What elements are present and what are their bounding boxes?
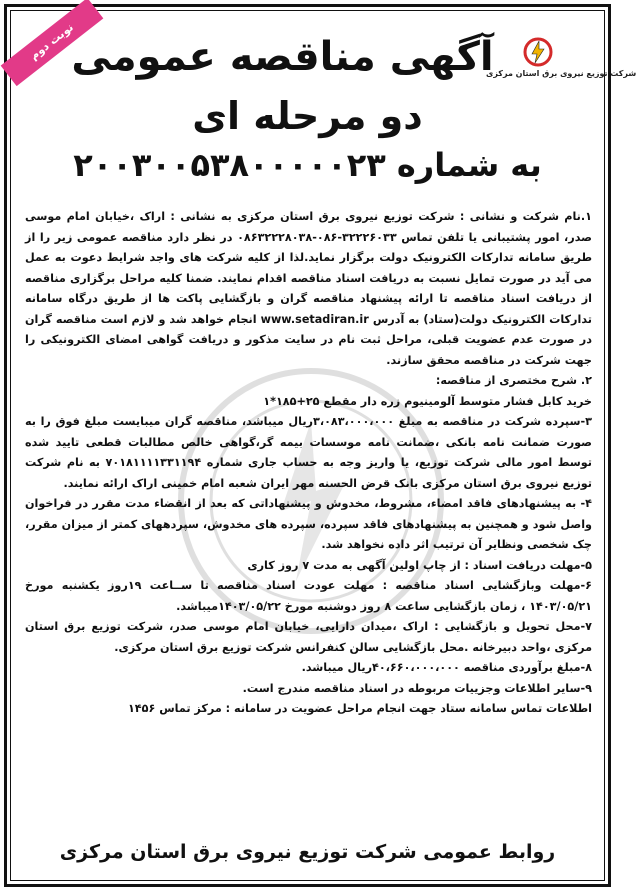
badge-second-publication: نوبت دوم	[1, 0, 104, 86]
company-logo	[486, 37, 636, 97]
section-text: ۴۰،۶۶۰،۰۰۰،۰۰۰ریال میباشد.	[301, 661, 464, 674]
section-3	[25, 412, 592, 494]
section-text: اطلاعات تماس سامانه ستاد جهت انجام مراحل عضویت در سامانه : مرکز تماس ۱۴۵۶	[127, 702, 592, 715]
section-lead: ۴-	[580, 497, 592, 510]
ad-frame	[4, 4, 636, 887]
section-text: خرید کابل فشار متوسط آلومینیوم زره دار مقطع ۲۵+۱۸۵*۱	[263, 394, 592, 408]
section-lead: ۷-محل تحویل و بازگشایی :	[434, 620, 592, 633]
section-text: به مبلغ ۳،۰۸۳،۰۰۰،۰۰۰ریال میباشد، مناقصه گران میبایست مبلغ فوق را به صورت ضمانت نامه بانکی ،ضمانت نامه موسسات بیمه گر،گواهی خالص مطالبات قطعی تایید شده توسط امور مالی شرکت توزیع، یا واریز وجه به حساب جاری شماره ۷۰۱۸۱۱۱۱۳۳۱۱۹۴ به نام شرکت توزیع نیروی برق استان مرکزی بانک قرض الحسنه مهر ایران شعبه امام خمینی اراک ارائه نمایند.	[25, 415, 592, 490]
contact-info	[25, 699, 592, 720]
section-lead: ۵-مهلت دریافت اسناد :	[464, 558, 592, 572]
power-logo-icon	[523, 37, 553, 67]
section-text: از چاپ اولین آگهی به مدت ۷ روز کاری	[247, 558, 465, 572]
section-9	[25, 679, 592, 700]
section-2-detail	[25, 392, 592, 413]
section-text: اراک ،میدان دارایی، خیابان امام موسی صدر، شرکت توزیع برق استان مرکزی ،واحد دبیرخانه .محل بازگشایی سالن کنفرانس شرکت توزیع برق استان مرکزی.	[25, 620, 592, 654]
header	[11, 11, 636, 201]
tender-number: به شماره ۲۰۰۳۰۰۵۳۸۰۰۰۰۰۲۳	[73, 146, 542, 184]
section-5	[25, 556, 592, 577]
section-text: سایر اطلاعات وجزییات مربوطه در اسناد مناقصه مندرج است.	[242, 681, 581, 695]
section-text: مهلت عودت اسناد مناقصه تا ســاعت ۱۹روز یکشنبه مورخ ۱۴۰۳/۰۵/۲۱ ، زمان بازگشایی ساعت ۸ روز دوشنبه مورخ ۱۴۰۳/۰۵/۲۲میباشد.	[25, 579, 592, 613]
footer-signature: روابط عمومی شرکت توزیع نیروی برق استان مرکزی	[59, 841, 556, 863]
section-1	[25, 207, 592, 371]
section-7	[25, 617, 592, 658]
company-logo-text: شرکت توزیع نیروی برق استان مرکزی	[486, 69, 636, 78]
section-text: شرکت توزیع نیروی برق استان مرکزی به نشانی : اراک ،خیابان امام موسی صدر، امور پشتیبانی یا تلفن تماس ۳۲۲۲۶۰۳۳-۰۸۶-۰۸۶۳۲۲۲۸۰۳۸ در نظر دارد مناقصه عمومی زیر را از طریق سامانه تدارکات الکترونیک دولت برگزار نماید.لذا از کلیه شرکت های واجد شرایط دعوت به عمل می آید در صورت تمایل نسبت به دریافت اسناد مناقصه اقدام نمایند. ضمنا کلیه مراحل برگزاری مناقصه از دریافت اسناد مناقصه تا ارائه پیشنهاد مناقصه گران و بازگشایی پاکت ها از طریق درگاه سامانه تدارکات الکترونیک دولت(ستاد) به آدرس www.setadiran.ir انجام خواهد شد و لازم است مناقصه گران در صورت عدم عضویت قبلی، مراحل ثبت نام در سایت مذکور و دریافت گواهی امضای الکترونیکی را جهت شرکت در مناقصه محقق سازند.	[25, 210, 592, 367]
section-4	[25, 494, 592, 556]
section-lead: ۱.نام شرکت و نشانی :	[459, 210, 592, 223]
ad-body	[25, 207, 592, 720]
section-8	[25, 658, 592, 679]
section-lead: ۸-مبلغ برآوردی مناقصه	[463, 661, 592, 674]
page-subtitle: دو مرحله ای	[192, 94, 423, 138]
section-2	[25, 371, 592, 392]
ad-inner-border	[10, 10, 636, 881]
section-6	[25, 576, 592, 617]
section-lead: ۹-	[580, 681, 592, 695]
page-title: آگهی مناقصه عمومی	[71, 34, 494, 80]
section-lead: ۲. شرح مختصری از مناقصه:	[435, 374, 592, 387]
section-text: به پیشنهادهای فاقد امضاء، مشروط، مخدوش و پیشنهاداتی که بعد از انقضاء مدت مقرر در فراخوان واصل شود و همچنین به پیشنهادهای فاقد سپرده، سپرده های مخدوش، سپردههای کمتر از میزان مقرر، چک شخصی ونظایر آن ترتیب اثر داده نخواهد شد.	[25, 497, 592, 551]
section-lead: ۳-سپرده شرکت در مناقصه	[442, 415, 592, 428]
section-lead: ۶-مهلت وبازگشایی اسناد مناقصه :	[382, 579, 592, 592]
